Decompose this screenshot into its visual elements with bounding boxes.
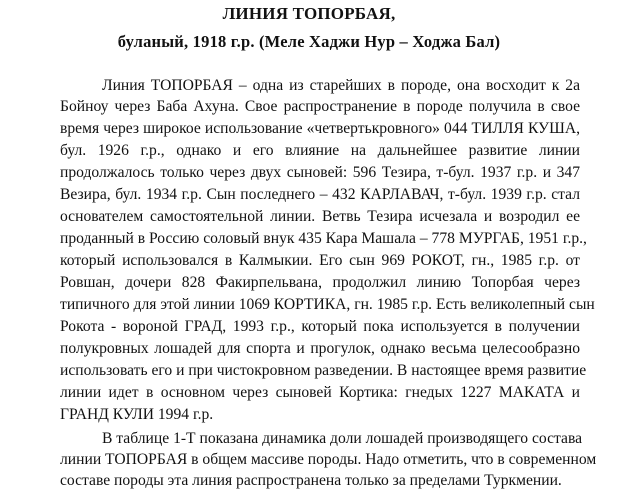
document-subtitle: буланый, 1918 г.р. (Меле Хаджи Нур – Ходжа Бал) xyxy=(117,32,501,51)
paragraph-1-line-14: использовать его и при чистокровном разведении. В настоящее время развитие xyxy=(60,362,587,379)
paragraph-1-line-1: Линия ТОПОРБАЯ – одна из старейших в породе, она восходит к 2а xyxy=(102,77,580,94)
paragraph-1-line-15: линии идет в основном через сыновей Кортика: гнедых 1227 МАКАТА и xyxy=(60,384,580,401)
paragraph-1-line-13: полукровных лошадей для спорта и прогулок, однако весьма целесообразно xyxy=(60,340,580,357)
paragraph-1-line-11: типичного для этой линии 1069 КОРТИКА, гн. 1985 г.р. Есть великолепный сын xyxy=(60,296,595,313)
paragraph-1-line-8: проданный в Россию соловый внук 435 Кара Машала – 778 МУРГАБ, 1951 г.р., xyxy=(60,230,587,247)
paragraph-1-line-3: время через широкое использование «четвертькровного» 044 ТИЛЛЯ КУША, xyxy=(60,120,580,137)
paragraph-1-line-7: основателем самостоятельной линии. Ветвь Тезира исчезала и возродил ее xyxy=(60,208,580,225)
paragraph-1-line-16: ГРАНД КУЛИ 1994 г.р. xyxy=(60,406,214,423)
paragraph-2-line-2: линии ТОПОРБАЯ в общем массиве породы. Надо отметить, что в современном xyxy=(60,451,597,468)
paragraph-1-line-9: который использовался в Калмыкии. Его сын 969 РОКОТ, гн., 1985 г.р. от xyxy=(60,252,580,269)
paragraph-1-line-2: Бойноу через Баба Ахуна. Свое распространение в породе получила в свое xyxy=(60,98,580,115)
paragraph-1-line-10: Ровшан, дочери 828 Факирпельвана, продолжил линию Топорбая через xyxy=(60,274,580,291)
document-title: ЛИНИЯ ТОПОРБАЯ, xyxy=(222,4,396,23)
paragraph-1-line-4: бул. 1926 г.р., однако и его влияние на дальнейшее развитие линии xyxy=(60,142,580,159)
paragraph-2-line-3: составе породы эта линия распространена только за пределами Туркмении. xyxy=(60,472,562,489)
paragraph-1-line-5: продолжалось только через двух сыновей: 596 Тезира, т-бул. 1937 г.р. и 347 xyxy=(60,164,580,181)
paragraph-1-line-6: Везира, бул. 1934 г.р. Сын последнего – 432 КАРЛАВАЧ, т-бул. 1939 г.р. стал xyxy=(60,186,580,203)
paragraph-1-line-12: Рокота - вороной ГРАД, 1993 г.р., который пока используется в получении xyxy=(60,318,580,335)
paragraph-2-line-1: В таблице 1-Т показана динамика доли лошадей производящего состава xyxy=(102,430,583,447)
